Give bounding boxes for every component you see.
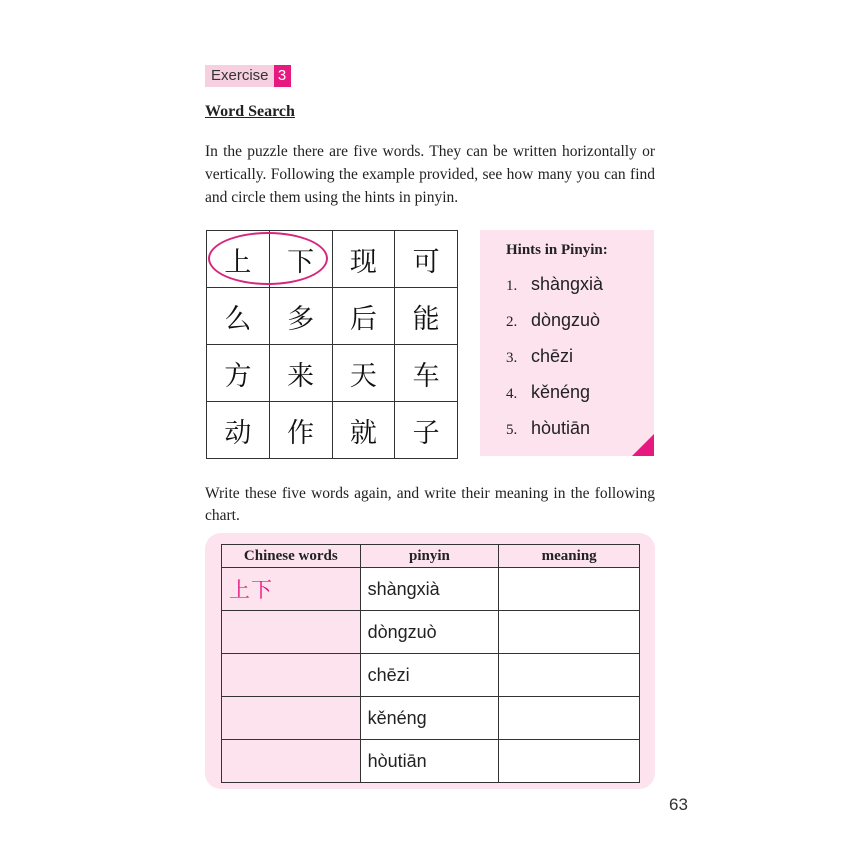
- pinyin-cell: hòutiān: [360, 740, 499, 783]
- section-title: Word Search: [205, 103, 295, 120]
- pinyin-cell: dòngzuò: [360, 611, 499, 654]
- chinese-cell[interactable]: [222, 611, 361, 654]
- meaning-cell[interactable]: [499, 654, 640, 697]
- table-row: [222, 697, 640, 740]
- hint-number: 1.: [506, 278, 518, 294]
- grid-cell[interactable]: 来: [269, 345, 332, 402]
- hint-number: 3.: [506, 350, 518, 366]
- table-row: [222, 740, 640, 783]
- grid-cell[interactable]: 上: [207, 231, 270, 288]
- grid-row: [207, 288, 458, 345]
- hint-number: 4.: [506, 386, 518, 402]
- hint-item: [506, 382, 590, 403]
- chart-header-row: [222, 545, 640, 568]
- hint-item: [506, 274, 603, 295]
- intro-paragraph: In the puzzle there are five words. They can be written horizontally or vertically. Following the example provided, see how many you can find and circle them using the hints in pinyin.: [205, 143, 655, 206]
- hint-number: 2.: [506, 314, 518, 330]
- grid-cell[interactable]: 现: [332, 231, 395, 288]
- instruction-paragraph: Write these five words again, and write their meaning in the following chart.: [205, 485, 655, 524]
- grid-cell[interactable]: 动: [207, 402, 270, 459]
- pinyin-cell: kěnéng: [360, 697, 499, 740]
- chinese-cell[interactable]: [222, 654, 361, 697]
- page-number: 63: [669, 795, 688, 814]
- meaning-cell[interactable]: [499, 568, 640, 611]
- exercise-number: 3: [274, 65, 291, 87]
- hint-item: [506, 346, 573, 367]
- example-answer: 上下: [229, 578, 273, 602]
- grid-cell[interactable]: 下: [269, 231, 332, 288]
- grid-cell[interactable]: 多: [269, 288, 332, 345]
- header-chinese-words: Chinese words: [222, 545, 361, 568]
- grid-cell[interactable]: 方: [207, 345, 270, 402]
- meaning-cell[interactable]: [499, 697, 640, 740]
- pinyin-cell: shàngxià: [360, 568, 499, 611]
- hint-pinyin: hòutiān: [531, 418, 591, 438]
- page-fold-icon: [632, 434, 654, 456]
- grid-cell[interactable]: 天: [332, 345, 395, 402]
- header-pinyin: pinyin: [360, 545, 499, 568]
- grid-row: [207, 345, 458, 402]
- grid-cell[interactable]: 车: [395, 345, 458, 402]
- table-row: [222, 654, 640, 697]
- example-circle: [208, 232, 328, 285]
- grid-cell[interactable]: 后: [332, 288, 395, 345]
- pinyin-cell: chēzi: [360, 654, 499, 697]
- grid-row: [207, 402, 458, 459]
- hint-pinyin: dòngzuò: [531, 310, 601, 330]
- exercise-tag: [205, 65, 291, 87]
- meaning-cell[interactable]: [499, 740, 640, 783]
- hints-box: [480, 230, 654, 456]
- answer-chart: [221, 544, 640, 783]
- hint-number: 5.: [506, 422, 518, 438]
- meaning-cell[interactable]: [499, 611, 640, 654]
- table-row: [222, 568, 640, 611]
- hint-pinyin: chēzi: [531, 346, 574, 366]
- chinese-cell[interactable]: [222, 740, 361, 783]
- hint-item: [506, 418, 590, 439]
- grid-cell[interactable]: 作: [269, 402, 332, 459]
- grid-cell[interactable]: 子: [395, 402, 458, 459]
- grid-cell[interactable]: 能: [395, 288, 458, 345]
- exercise-label: Exercise: [205, 65, 274, 87]
- chinese-cell[interactable]: [222, 568, 361, 611]
- hint-item: [506, 310, 600, 331]
- grid-cell[interactable]: 可: [395, 231, 458, 288]
- hint-pinyin: kěnéng: [531, 382, 591, 402]
- hint-pinyin: shàngxià: [531, 274, 604, 294]
- grid-cell[interactable]: 就: [332, 402, 395, 459]
- chinese-cell[interactable]: [222, 697, 361, 740]
- hints-title: Hints in Pinyin:: [506, 242, 608, 258]
- table-row: [222, 611, 640, 654]
- grid-cell[interactable]: 么: [207, 288, 270, 345]
- header-meaning: meaning: [499, 545, 640, 568]
